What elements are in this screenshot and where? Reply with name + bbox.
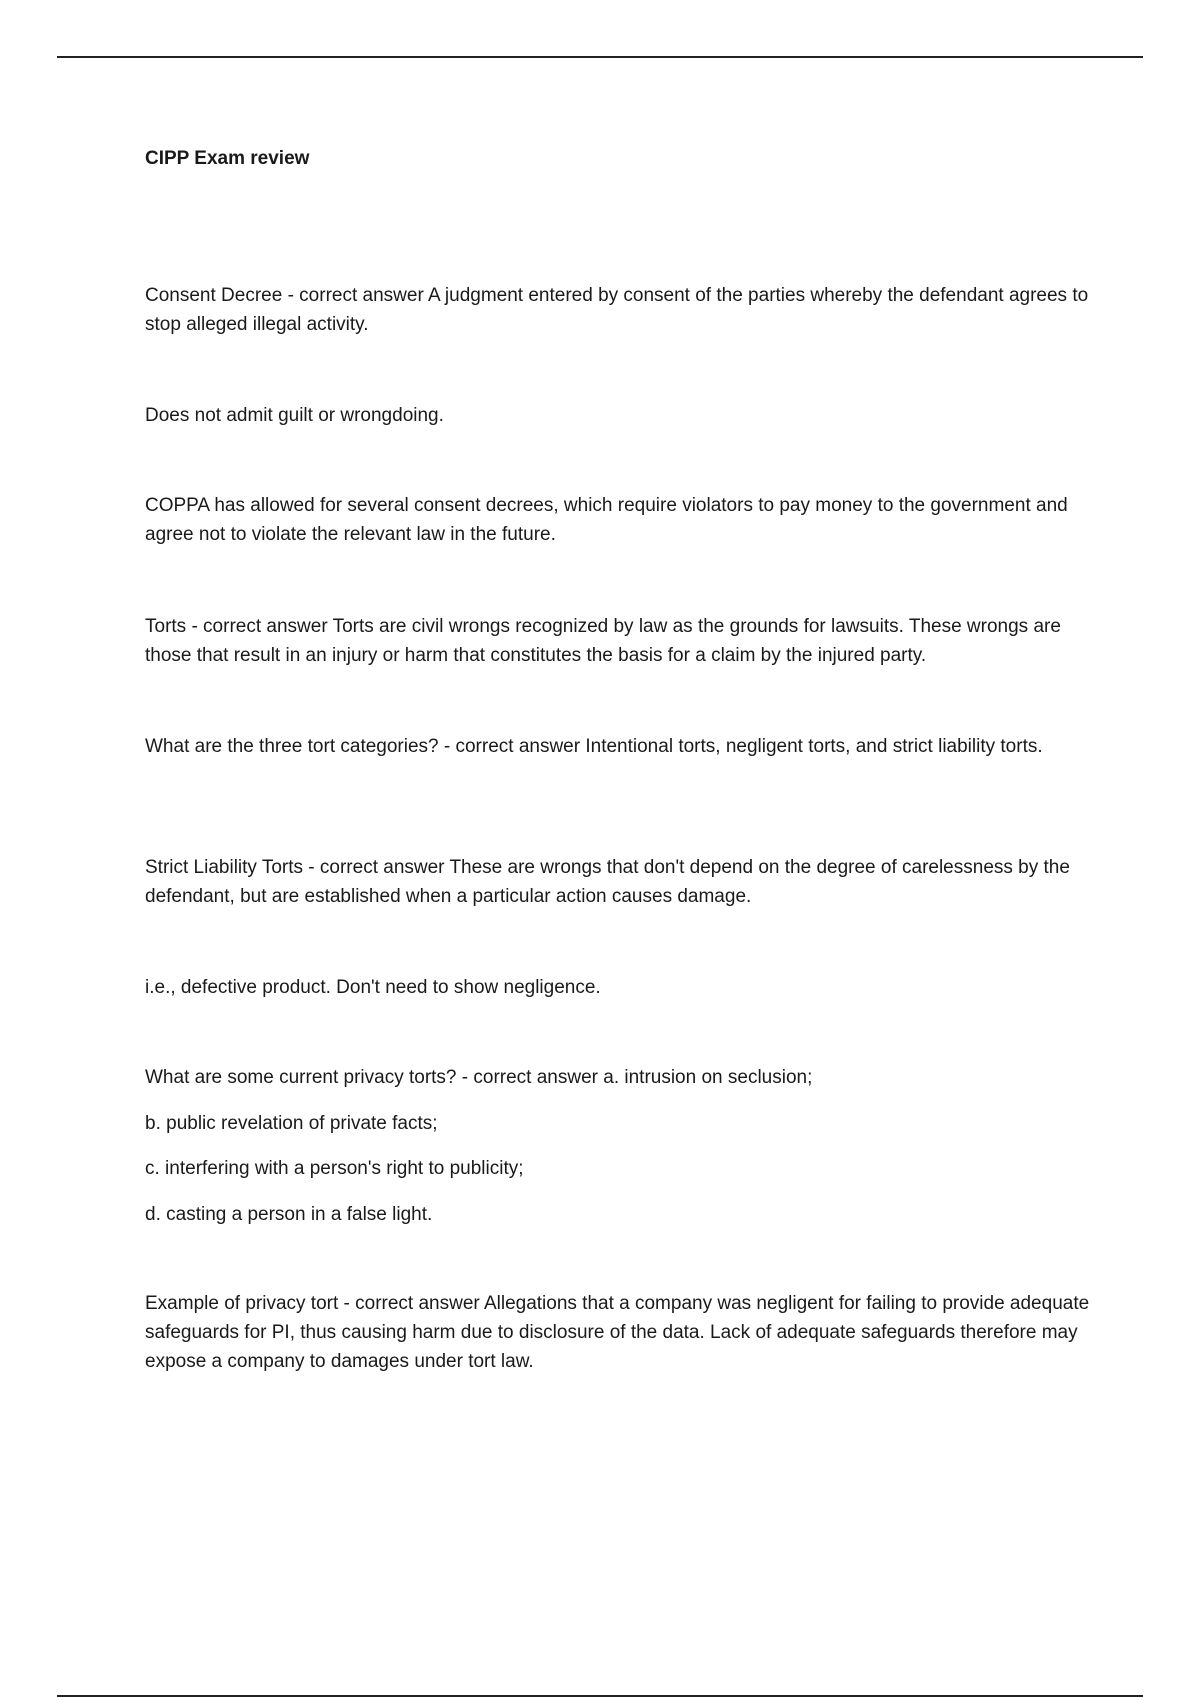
paragraph-privacy-tort-example: Example of privacy tort - correct answer Allegations that a company was negligent for failing to provide adequate safeguards for PI, thus causing harm due to disclosure of the data. Lack of adequate safeguards therefore may expose a company to damages under tort law. [145, 1293, 1090, 1372]
paragraph-tort-categories: What are the three tort categories? - correct answer Intentional torts, negligent torts, and strict liability torts. [145, 736, 1043, 757]
document-title: CIPP Exam review [145, 148, 310, 169]
paragraph-defective-product: i.e., defective product. Don't need to show negligence. [145, 977, 601, 998]
paragraph-consent-decree: Consent Decree - correct answer A judgment entered by consent of the parties whereby the defendant agrees to stop alleged illegal activity. [145, 285, 1089, 335]
paragraph-coppa: COPPA has allowed for several consent decrees, which require violators to pay money to the government and agree not to violate the relevant law in the future. [145, 495, 1068, 545]
paragraph-no-guilt: Does not admit guilt or wrongdoing. [145, 405, 444, 426]
list-item-false-light: d. casting a person in a false light. [145, 1204, 433, 1225]
header-rule [57, 56, 1143, 58]
footer-rule [57, 1695, 1143, 1697]
paragraph-privacy-torts: What are some current privacy torts? - correct answer a. intrusion on seclusion; [145, 1067, 813, 1088]
paragraph-torts: Torts - correct answer Torts are civil wrongs recognized by law as the grounds for lawsuits. These wrongs are those that result in an injury or harm that constitutes the basis for a claim by the injured party. [145, 616, 1061, 666]
paragraph-strict-liability: Strict Liability Torts - correct answer These are wrongs that don't depend on the degree of carelessness by the defendant, but are established when a particular action causes damage. [145, 857, 1070, 907]
list-item-right-to-publicity: c. interfering with a person's right to publicity; [145, 1158, 524, 1179]
list-item-public-revelation: b. public revelation of private facts; [145, 1113, 438, 1134]
